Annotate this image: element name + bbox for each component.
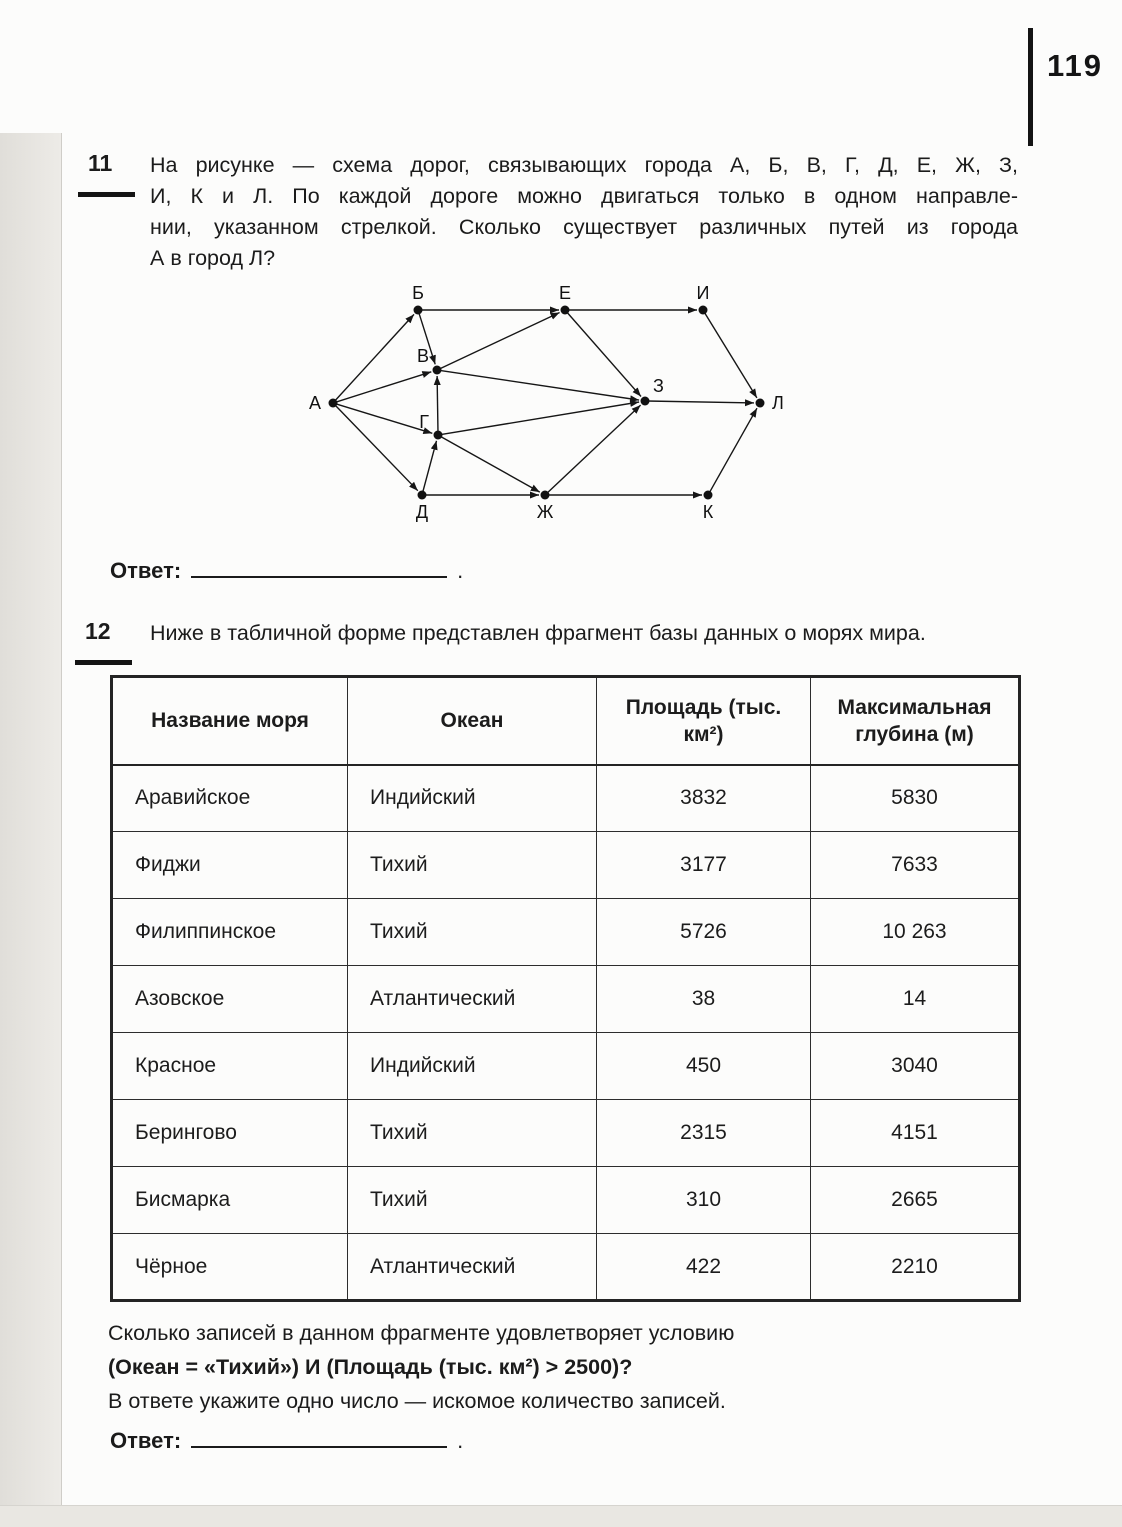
problem11-answer-suffix: . [457, 558, 464, 583]
graph-edge-Г-Ж [440, 436, 540, 492]
graph-node-Г [434, 431, 443, 440]
table-cell: Берингово [112, 1100, 348, 1167]
graph-node-К [704, 491, 713, 500]
road-graph [300, 283, 800, 533]
table-cell: Тихий [348, 1167, 597, 1234]
table-row [112, 966, 1020, 1033]
table-cell: 5726 [597, 899, 811, 966]
table-cell: Чёрное [112, 1234, 348, 1301]
problem11-number: 11 [88, 150, 113, 176]
table-cell: Тихий [348, 1100, 597, 1167]
problem12-intro: Ниже в табличной форме представлен фрагмент базы данных о морях мира. [150, 621, 926, 645]
road-graph-diagram [300, 283, 800, 533]
table-cell: Тихий [348, 832, 597, 899]
table-cell: Тихий [348, 899, 597, 966]
graph-node-label-И: И [696, 283, 710, 303]
sea-table-header-row [112, 677, 1020, 765]
table-cell: 450 [597, 1033, 811, 1100]
table-cell: Бисмарка [112, 1167, 348, 1234]
table-cell: 2665 [811, 1167, 1020, 1234]
problem12-question [108, 1316, 1008, 1418]
seas-table [110, 675, 1021, 1302]
table-row [112, 1100, 1020, 1167]
problem11-number-underline [78, 192, 135, 197]
table-header-cell: Океан [348, 677, 597, 765]
table-cell: Фиджи [112, 832, 348, 899]
seas-table-head [112, 677, 1020, 765]
graph-edge-А-Д [334, 404, 417, 490]
problem12-answer-suffix: . [457, 1428, 464, 1453]
page-left-margin-strip [0, 133, 62, 1505]
problem12-number: 12 [85, 618, 111, 644]
table-cell: 10 263 [811, 899, 1020, 966]
table-row [112, 1167, 1020, 1234]
graph-node-label-К: К [702, 502, 714, 522]
table-cell: 2315 [597, 1100, 811, 1167]
graph-edge-Е-З [566, 312, 641, 397]
graph-node-label-А: А [308, 393, 321, 413]
question-line-1: Сколько записей в данном фрагменте удовлетворяет условию [108, 1321, 735, 1345]
table-row [112, 1234, 1020, 1301]
problem12-answer-line [110, 1428, 463, 1454]
problem11-answer-blank [191, 558, 447, 578]
problem11-text-line: И, К и Л. По каждой дороге можно двигаться только в одном направле- [150, 184, 1018, 208]
graph-node-И [699, 306, 708, 315]
problem11-text-line: нии, указанном стрелкой. Сколько существует различных путей из города [150, 215, 1018, 239]
table-cell: Атлантический [348, 1234, 597, 1301]
table-cell: Индийский [348, 1033, 597, 1100]
graph-edge-В-З [439, 370, 639, 400]
graph-node-Б [414, 306, 423, 315]
graph-node-label-Ж: Ж [536, 502, 554, 522]
problem11-answer-line [110, 558, 463, 584]
graph-node-label-Б: Б [412, 283, 424, 303]
problem11-text-line: А в город Л? [150, 246, 276, 270]
table-header-cell: Площадь (тыс. км²) [597, 677, 811, 765]
table-row [112, 1033, 1020, 1100]
graph-node-label-З: З [653, 376, 664, 396]
graph-edges [334, 310, 757, 495]
graph-edge-К-Л [709, 408, 757, 493]
table-cell: Атлантический [348, 966, 597, 1033]
table-cell: 14 [811, 966, 1020, 1033]
graph-node-label-Д: Д [415, 502, 429, 522]
graph-node-Л [756, 399, 765, 408]
graph-edge-Г-З [440, 402, 639, 435]
graph-edge-И-Л [704, 312, 757, 398]
table-cell: 38 [597, 966, 811, 1033]
table-row [112, 832, 1020, 899]
graph-node-Е [561, 306, 570, 315]
graph-node-З [641, 397, 650, 406]
graph-node-Ж [541, 491, 550, 500]
graph-edge-А-Б [334, 314, 414, 401]
problem12-answer-blank [191, 1428, 447, 1448]
table-cell: 422 [597, 1234, 811, 1301]
table-row [112, 765, 1020, 832]
graph-node-label-В: В [416, 346, 429, 366]
table-cell: Аравийское [112, 765, 348, 832]
table-cell: 4151 [811, 1100, 1020, 1167]
graph-node-label-Е: Е [558, 283, 572, 303]
table-header-cell: Название моря [112, 677, 348, 765]
table-cell: Индийский [348, 765, 597, 832]
table-cell: Азовское [112, 966, 348, 1033]
graph-edge-Д-Г [423, 441, 437, 493]
table-cell: 7633 [811, 832, 1020, 899]
graph-edge-З-Л [647, 401, 754, 403]
graph-node-В [433, 366, 442, 375]
graph-edge-В-Е [439, 313, 560, 370]
graph-node-label-Г: Г [419, 412, 429, 432]
table-cell: Красное [112, 1033, 348, 1100]
page-number-block [1028, 28, 1103, 146]
table-cell: Филиппинское [112, 899, 348, 966]
graph-edge-А-В [335, 372, 431, 403]
page-number: 119 [1047, 48, 1104, 83]
problem12-answer-label: Ответ: [110, 1428, 182, 1453]
problem12-number-underline [75, 660, 132, 665]
graph-edge-А-Г [335, 404, 432, 434]
page-bottom-edge [0, 1505, 1122, 1527]
table-cell: 310 [597, 1167, 811, 1234]
sea-table-body [112, 765, 1020, 1301]
table-cell: 3177 [597, 832, 811, 899]
table-cell: 3040 [811, 1033, 1020, 1100]
graph-edge-Г-В [437, 376, 438, 433]
graph-node-Д [418, 491, 427, 500]
problem11-text [150, 150, 1018, 274]
graph-node-label-Л: Л [772, 393, 784, 413]
problem11-answer-label: Ответ: [110, 558, 182, 583]
graph-node-А [329, 399, 338, 408]
table-cell: 3832 [597, 765, 811, 832]
table-header-cell: Максимальная глубина (м) [811, 677, 1020, 765]
table-row [112, 899, 1020, 966]
graph-edge-Ж-З [547, 405, 641, 494]
table-cell: 5830 [811, 765, 1020, 832]
question-line-2: (Океан = «Тихий») И (Площадь (тыс. км²) > 2500)? [108, 1355, 633, 1379]
question-line-3: В ответе укажите одно число — искомое количество записей. [108, 1389, 726, 1413]
table-cell: 2210 [811, 1234, 1020, 1301]
problem11-text-line: На рисунке — схема дорог, связывающих города А, Б, В, Г, Д, Е, Ж, З, [150, 153, 1018, 177]
